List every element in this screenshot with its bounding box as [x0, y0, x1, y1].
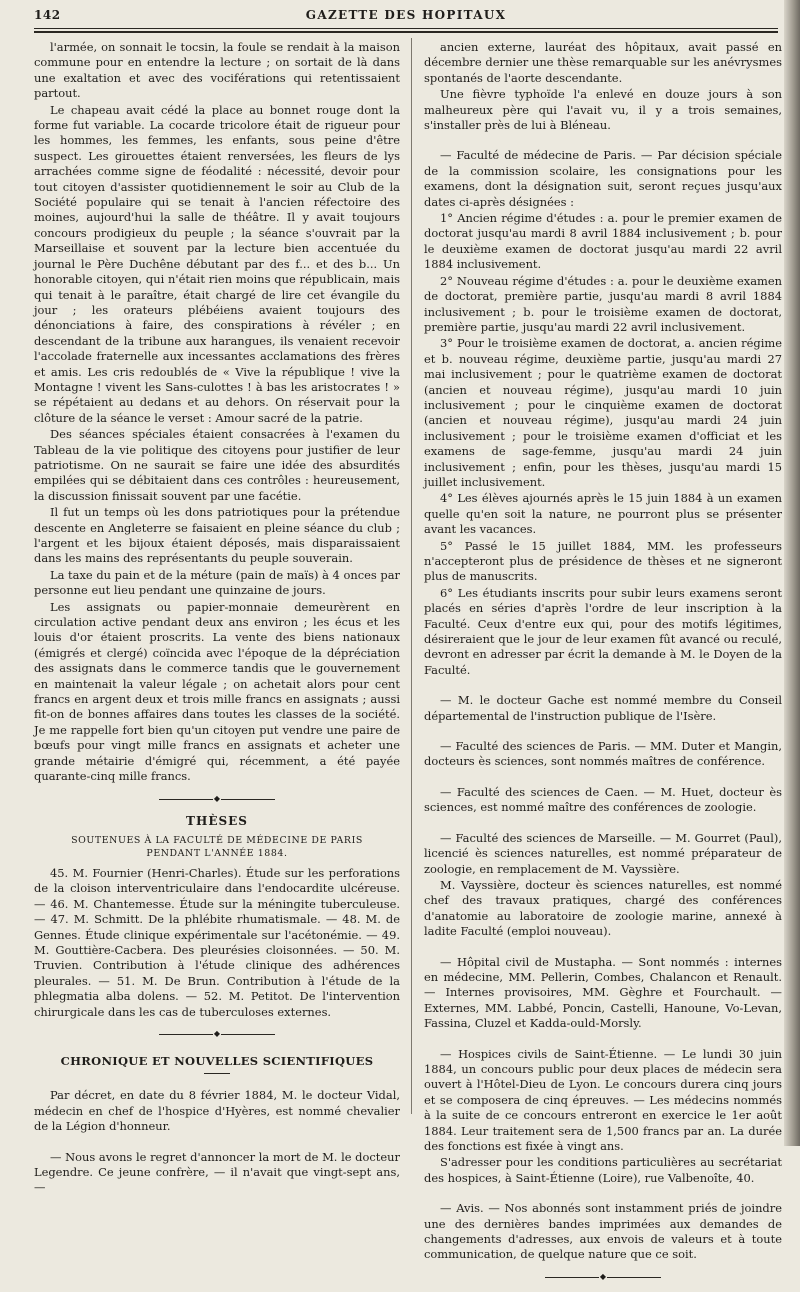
paragraph: ancien externe, lauréat des hôpitaux, avait passé en décembre dernier une thèse remarquable sur les anévrysmes spontanés de l'aorte descendante. [424, 40, 782, 85]
ornament-diamond-icon: ◆ [599, 1271, 607, 1281]
ornament-diamond-icon: ◆ [213, 1028, 221, 1038]
paragraph: 6° Les étudiants inscrits pour subir leurs examens seront placés en séries d'après l'ordre de leur inscription à la Faculté. Ceux d'entre eux qui, pour des motifs légitimes, désireraient que le jour de leur examen fût avancé ou reculé, devront en adresser par écrit la demande à M. le Doyen de la Faculté. [424, 585, 782, 677]
paragraph: — Nous avons le regret d'annoncer la mort de M. le docteur Legendre. Ce jeune confrère, — il n'avait que vingt-sept ans, — [34, 1149, 400, 1195]
heading-rule [204, 1073, 230, 1074]
paragraph: La taxe du pain et de la méture (pain de maïs) à 4 onces par personne eut lieu pendant une quinzaine de jours. [34, 567, 400, 598]
section-ornament [159, 795, 275, 803]
section-heading-theses: THÈSES [186, 813, 248, 828]
ornament-diamond-icon: ◆ [213, 793, 221, 803]
paragraph: Les assignats ou papier-monnaie demeurèrent en circulation active pendant deux ans environ ; les écus et les louis d'or étaient proscrits. La vente des biens nationaux (émigrés et clergé) coïncida avec l'époque de la dépréciation des assignats dans le commerce tandis que le gouvernement en maintenait la valeur légale ; on achetait alors pour cent francs en argent deux et trois mille francs en assignats ; aussi fit-on de bonnes affaires dans toutes les classes de la société. Je me rappelle fort bien qu'un citoyen put vendre une paire de bœufs pour vingt mille francs en assignats et acheter une grande métairie d'émigré qui, récemment, a été payée quarante-cinq mille francs. [34, 599, 400, 784]
paragraph: 5° Passé le 15 juillet 1884, MM. les professeurs n'accepteront plus de présidence de thèses et ne signeront plus de manuscrits. [424, 538, 782, 584]
paragraph: — Faculté des sciences de Caen. — M. Huet, docteur ès sciences, est nommé maître des conférences de zoologie. [424, 784, 782, 815]
section-heading-chronique: CHRONIQUE ET NOUVELLES SCIENTIFIQUES [60, 1053, 374, 1068]
paragraph: Des séances spéciales étaient consacrées à l'examen du Tableau de la vie politique des citoyens pour justifier de leur patriotisme. On ne saurait se faire une idée des absurdités empilées qui se débitaient dans ces contrôles : heureusement, la discussion finissait souvent par une facétie. [34, 427, 400, 503]
section-subheading-theses [34, 834, 400, 860]
header-rule-thick [34, 31, 778, 33]
paragraph: Une fièvre typhoïde l'a enlevé en douze jours à son malheureux père qui l'avait vu, il y a trois semaines, s'installer près de lui à Bléneau. [424, 87, 782, 133]
column-divider [411, 38, 412, 1114]
journal-title: GAZETTE DES HOPITAUX [305, 8, 507, 22]
paragraph: — Faculté des sciences de Paris. — MM. Duter et Mangin, docteurs ès sciences, sont nommés maîtres de conférence. [424, 739, 782, 769]
page-edge [784, 0, 800, 1146]
page-number: 142 [34, 8, 61, 22]
page-header [34, 4, 778, 24]
paragraph: 1° Ancien régime d'études : a. pour le premier examen de doctorat jusqu'au mardi 8 avril 1884 inclusivement ; b. pour le deuxième examen de doctorat jusqu'au mardi 22 avril 1884 inclusivement. [424, 211, 782, 272]
subheading-line: PENDANT L'ANNÉE 1884. [146, 847, 288, 859]
theses-list: 45. M. Fournier (Henri-Charles). Étude sur les perforations de la cloison interventriculaire dans l'endocardite ulcéreuse. — 46. M. Chantemesse. Étude sur la méningite tuberculeuse. — 47. M. Schmitt. De la phlébite rhumatismale. — 48. M. de Gennes. Étude clinique expérimentale sur l'acétonémie. — 49. M. Gouttière-Cacbera. Des pleurésies cloisonnées. — 50. M. Truvien. Contribution à l'étude clinique des adhérences pleurales. — 51. M. De Brun. Contribution à l'étude de la phlegmatia alba dolens. — 52. M. Petitot. De l'intervention chirurgicale dans les cas de tuberculoses externes. [34, 865, 400, 1019]
paragraph: 2° Nouveau régime d'études : a. pour le deuxième examen de doctorat, première partie, jusqu'au mardi 8 avril 1884 inclusivement ; b. pour le troisième examen de doctorat, première partie, jusqu'au mardi 22 avril inclusivement. [424, 273, 782, 334]
paragraph: S'adresser pour les conditions particulières au secrétariat des hospices, à Saint-Étienne (Loire), rue Valbenoîte, 40. [424, 1155, 782, 1185]
paragraph: — Avis. — Nos abonnés sont instamment priés de joindre une des dernières bandes imprimées aux demandes de changements d'adresses, aux envois de valeurs et à toute communication, de quelque nature que ce soit. [424, 1201, 782, 1262]
paragraph: — Faculté de médecine de Paris. — Par décision spéciale de la commission scolaire, les consignations pour les examens, dont la désignation suit, seront reçues jusqu'aux dates ci-après désignées : [424, 148, 782, 209]
paragraph: — Hôpital civil de Mustapha. — Sont nommés : internes en médecine, MM. Pellerin, Combes, Chalancon et Renault. — Internes provisoires, MM. Gèghre et Fourchault. — Externes, MM. Labbé, Poncin, Castelli, Hanoune, Vo-Levan, Fassina, Cluzel et Kadda-ould-Morsly. [424, 954, 782, 1031]
paragraph: 4° Les élèves ajournés après le 15 juin 1884 à un examen quelle qu'en soit la nature, ne pourront plus se présenter avant les vacances. [424, 491, 782, 537]
paragraph: l'armée, on sonnait le tocsin, la foule se rendait à la maison commune pour en entendre la lecture ; on sortait de là dans une exaltation et avec des vociférations qui retentissaient partout. [34, 40, 400, 101]
paragraph: M. Vayssière, docteur ès sciences naturelles, est nommé chef des travaux pratiques, chargé des conférences d'anatomie au laboratoire de zoologie marine, annexé à ladite Faculté (emploi nouveau). [424, 877, 782, 939]
section-ornament [545, 1273, 661, 1281]
left-column [34, 40, 400, 1196]
section-ornament [159, 1030, 275, 1038]
paragraph: Par décret, en date du 8 février 1884, M. le docteur Vidal, médecin en chef de l'hospice d'Hyères, est nommé chevalier de la Légion d'honneur. [34, 1088, 400, 1134]
subheading-line: SOUTENUES À LA FACULTÉ DE MÉDECINE DE PARIS [71, 834, 363, 846]
paragraph: 3° Pour le troisième examen de doctorat, a. ancien régime et b. nouveau régime, deuxième partie, jusqu'au mardi 27 mai inclusivement ; pour le quatrième examen de doctorat (ancien et nouveau régime), jusqu'au mardi 10 juin inclusivement ; pour le cinquième examen de doctorat (ancien et nouveau régime), jusqu'au mardi 24 juin inclusivement ; pour le troisième examen d'officiat et les examens de sage-femme, jusqu'au mardi 24 juin inclusivement ; enfin, pour les thèses, jusqu'au mardi 15 juillet inclusivement. [424, 336, 782, 489]
header-rule [34, 28, 778, 29]
paragraph: Il fut un temps où les dons patriotiques pour la prétendue descente en Angleterre se faisaient en pleine séance du club ; l'argent et les bijoux étaient déposés, mais disparaissaient dans les mains des représentants du peuple souverain. [34, 505, 400, 566]
paragraph: — M. le docteur Gache est nommé membre du Conseil départemental de l'instruction publique de l'Isère. [424, 693, 782, 723]
paragraph: Le chapeau avait cédé la place au bonnet rouge dont la forme fut variable. La cocarde tricolore était de rigueur pour les hommes, les femmes, les enfants, sous peine d'être suspect. Les girouettes étaient renversées, les fleurs de lys arrachées comme signe de féodalité : nécessité, devoir pour tout citoyen d'assister quotidiennement le soir au Club de la Société populaire qui se tenait à l'ancien réfectoire des moines, aujourd'hui la salle de théâtre. Il y avait toujours concours prodigieux du peuple ; la séance s'ouvrait par la Marseillaise et souvent par la lecture bien accentuée du journal le Père Duchêne débutant par des f... et des b... Un honorable citoyen, qui n'était rien moins que républicain, mais qui tenait à le paraître, était chargé de lire cet évangile du jour ; les orateurs plébéiens avaient toujours des dénonciations à faire, des conspirations à révéler ; en descendant de la tribune aux harangues, ils venaient recevoir l'accolade fraternelle aux incessantes acclamations des frères et amis. Les cris redoublés de « Vive la république ! vive la Montagne ! vivent les Sans-culottes ! à bas les aristocrates ! » se répétaient au dedans et au dehors. On réservait pour la clôture de la séance le verset : Amour sacré de la patrie. [34, 102, 400, 425]
paragraph: — Hospices civils de Saint-Étienne. — Le lundi 30 juin 1884, un concours public pour deux places de médecin sera ouvert à l'Hôtel-Dieu de Lyon. Le concours durera cinq jours et se composera de cinq épreuves. — Les médecins nommés à la suite de ce concours entreront en exercice le 1er août 1884. Leur traitement sera de 1,500 francs par an. La durée des fonctions est fixée à vingt ans. [424, 1046, 782, 1153]
paragraph: — Faculté des sciences de Marseille. — M. Gourret (Paul), licencié ès sciences naturelles, est nommé préparateur de zoologie, en remplacement de M. Vayssière. [424, 830, 782, 876]
right-column [424, 40, 782, 1292]
